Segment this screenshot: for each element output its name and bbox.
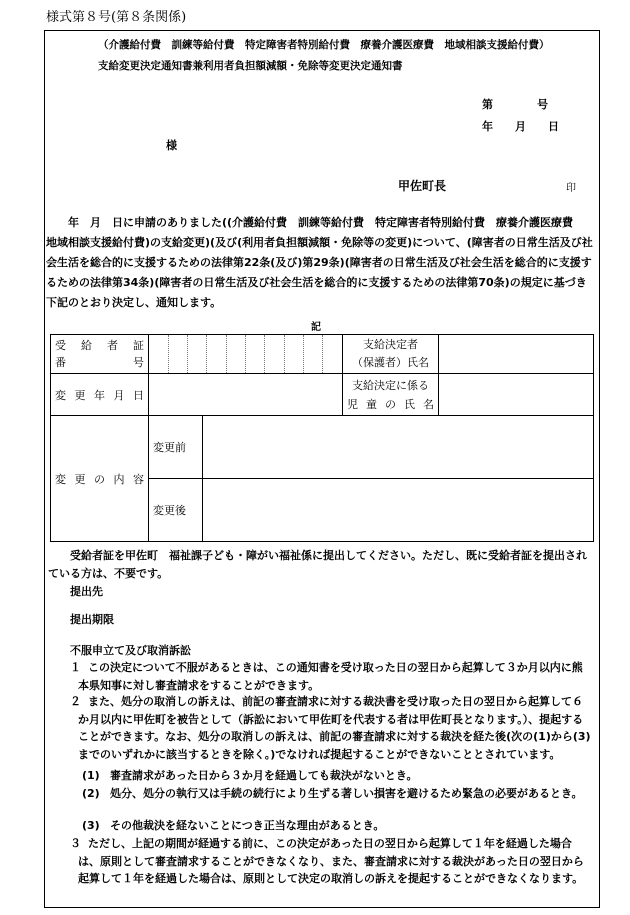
form-number: 様式第８号(第８条関係) <box>46 10 187 25</box>
document-title: 支給変更決定通知書兼利用者負担額減額・免除等変更決定通知書 <box>98 60 403 72</box>
issuer: 甲佐町長 <box>398 179 447 193</box>
appeal-heading: 不服申立て及び取消訴訟 <box>70 644 191 657</box>
submit-deadline-label: 提出期限 <box>70 613 114 626</box>
benefit-types: （介護給付費 訓練等給付費 特定障害者特別給付費 療養介護医療費 地域相談支援給付費） <box>98 39 550 51</box>
decision-person-label: 支給決定者 （保護者）氏名 <box>343 335 439 374</box>
appeal-item-1: この決定について不服があるときは、この通知書を受け取った日の翌日から起算して３か月以内に熊本県知事に対し審査請求をすることができます。 <box>78 661 583 692</box>
appeal-item-2: また、処分の取消しの訴えは、前記の審査請求に対する裁決書を受け取った日の翌日から起算して６か月以内に甲佐町を被告として（訴訟において甲佐町を代表する者は甲佐町長となります。）、提起することができます。なお、処分の取消しの訴えは、前記の審査請求に対する裁決を経た後(次の(1)から(3)までのいずれかに該当するときを除く。)でなければ提起することができないこととされています。 <box>78 695 591 761</box>
child-name-value[interactable] <box>439 374 594 416</box>
seal-mark: 印 <box>566 183 576 194</box>
appeal-sub-2-number: (2) <box>82 787 100 800</box>
after-value[interactable] <box>203 479 594 542</box>
appeal-sub-2: 処分、処分の執行又は手続の続行により生ずる著しい損害を避けるため緊急の必要があるとき。 <box>110 787 583 800</box>
submit-to-label: 提出先 <box>70 585 103 598</box>
child-name-label: 支給決定に係る 児 童 の 氏 名 <box>343 374 439 416</box>
appeal-sub-3: その他裁決を経ないことにつき正当な理由があるとき。 <box>110 819 385 832</box>
change-content-label: 変 更 の 内 容 <box>51 416 149 542</box>
appeal-sub-1: 審査請求があった日から３か月を経過しても裁決がないとき。 <box>110 769 418 782</box>
recipient-number-label: 受 給 者 証 番 号 <box>51 335 149 374</box>
after-label: 変更後 <box>149 479 203 542</box>
change-date-value[interactable] <box>149 374 343 416</box>
appeal-item-1-number: １ <box>70 661 81 674</box>
change-table <box>50 334 594 542</box>
recipient-number-cells[interactable] <box>149 335 343 374</box>
submit-note: 受給者証を甲佐町 福祉課子ども・障がい福祉係に提出してください。ただし、既に受給者証を提出されている方は、不要です。 <box>48 549 587 580</box>
appeal-sub-1-number: (1) <box>82 769 100 782</box>
decision-person-value[interactable] <box>439 335 594 374</box>
document-number: 第 号 <box>482 98 548 111</box>
before-value[interactable] <box>203 416 594 479</box>
appeal-item-3-number: ３ <box>70 837 81 850</box>
appeal-sub-3-number: (3) <box>82 819 100 832</box>
document-date: 年 月 日 <box>482 120 559 133</box>
appeal-item-2-number: ２ <box>70 695 81 708</box>
change-date-label: 変 更 年 月 日 <box>51 374 149 416</box>
before-label: 変更前 <box>149 416 203 479</box>
ki-label: 記 <box>311 322 321 333</box>
addressee: 様 <box>166 139 177 152</box>
appeal-item-3: ただし、上記の期間が経過する前に、この決定があった日の翌日から起算して１年を経過した場合は、原則として審査請求することができなくなり、また、審査請求に対する裁決があった日の翌日から起算して１年を経過した場合は、原則として決定の取消しの訴えを提起することができなくなります。 <box>78 837 584 885</box>
intro-paragraph: 年 月 日に申請のありました((介護給付費 訓練等給付費 特定障害者特別給付費 療養介護医療費 地域相談支援給付費)の支給変更)(及び(利用者負担額減額・免除等の変更)について、(障害者の日常生活及び社会生活を総合的に支援するための法律第22条(及び)第29条)(障害者の日常生活及び社会生活を総合的に支援するための法律第34条)(障害者の日常生活及び社会生活を総合的に支援するための法律第70条)の規定に基づき下記のとおり決定し、通知します。 <box>46 216 593 309</box>
